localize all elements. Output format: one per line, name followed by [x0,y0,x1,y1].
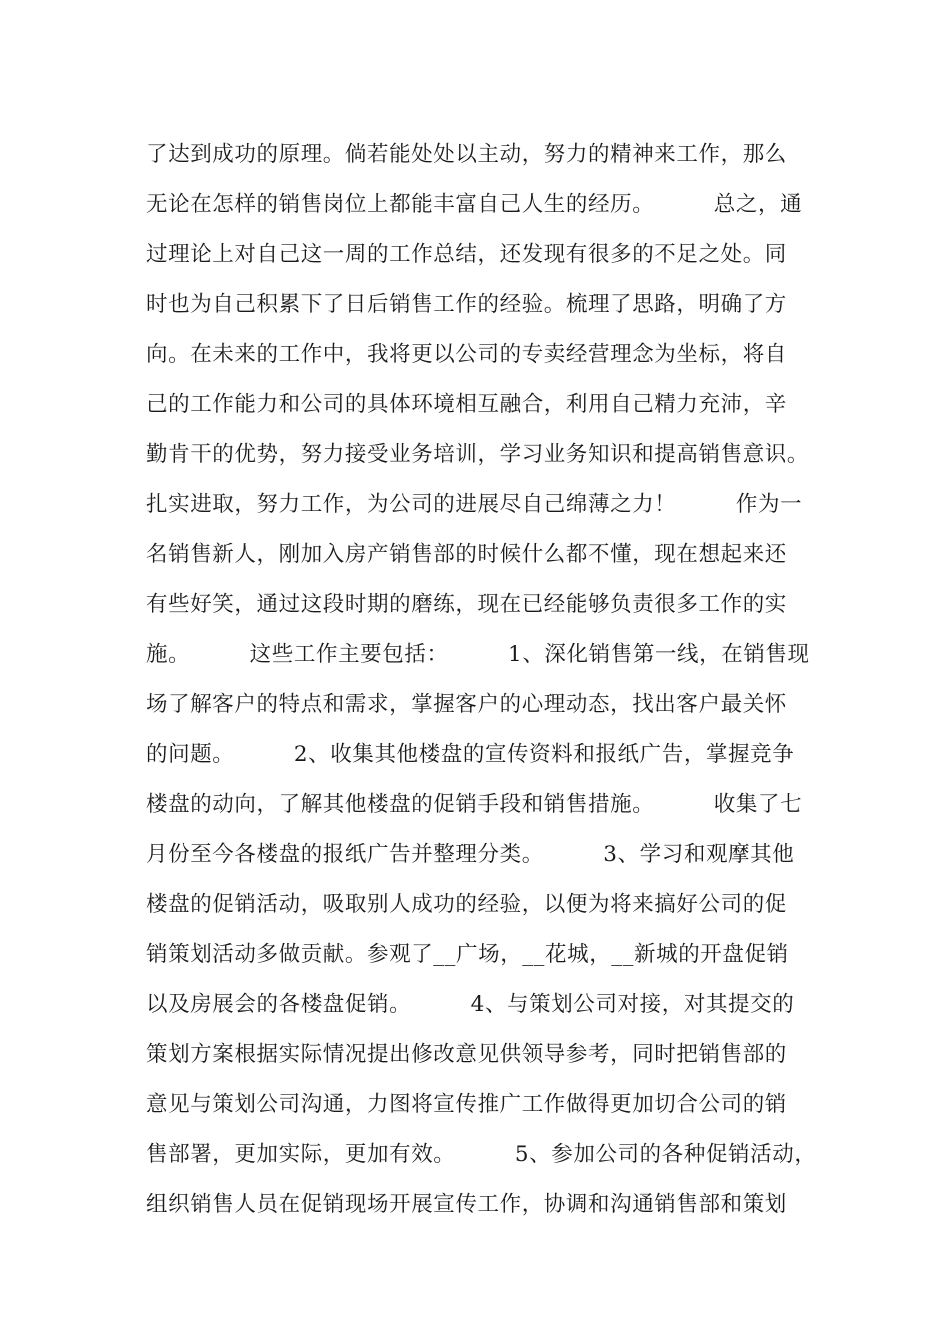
text-line: 勤肯干的优势，努力接受业务培训，学习业务知识和提高销售意识。 [146,442,810,467]
body-text [146,130,826,1230]
text-line: 楼盘的促销活动，吸取别人成功的经验，以便为将来搞好公司的促 [146,892,787,917]
text-line: 过理论上对自己这一周的工作总结，还发现有很多的不足之处。同 [146,242,787,267]
text-line: 了达到成功的原理。倘若能处处以主动，努力的精神来工作，那么 [146,142,787,167]
text-line: 场了解客户的特点和需求，掌握客户的心理动态，找出客户最关怀 [146,692,787,717]
text-line: 向。在未来的工作中，我将更以公司的专卖经营理念为坐标，将自 [146,342,787,367]
text-line: 时也为自己积累下了日后销售工作的经验。梳理了思路，明确了方 [146,292,787,317]
text-line: 组织销售人员在促销现场开展宣传工作，协调和沟通销售部和策划 [146,1192,787,1217]
text-line: 月份至今各楼盘的报纸广告并整理分类。 3、学习和观摩其他 [146,842,795,867]
text-line: 以及房展会的各楼盘促销。 4、与策划公司对接，对其提交的 [146,992,795,1017]
text-line: 销策划活动多做贡献。参观了__广场，__花城，__新城的开盘促销 [146,942,789,967]
text-line: 名销售新人，刚加入房产销售部的时候什么都不懂，现在想起来还 [146,542,787,567]
text-line: 策划方案根据实际情况提出修改意见供领导参考，同时把销售部的 [146,1042,787,1067]
text-line: 施。 这些工作主要包括： 1、深化销售第一线，在销售现 [146,642,810,667]
text-line: 售部署，更加实际，更加有效。 5、参加公司的各种促销活动， [146,1142,817,1167]
text-line: 有些好笑，通过这段时期的磨练，现在已经能够负责很多工作的实 [146,592,787,617]
text-line: 的问题。 2、收集其他楼盘的宣传资料和报纸广告，掌握竞争 [146,742,795,767]
text-line: 无论在怎样的销售岗位上都能丰富自己人生的经历。 总之，通 [146,192,803,217]
text-line: 扎实进取，努力工作，为公司的进展尽自己绵薄之力！ 作为一 [146,492,803,517]
text-line: 意见与策划公司沟通，力图将宣传推广工作做得更加切合公司的销 [146,1092,787,1117]
text-line: 己的工作能力和公司的具体环境相互融合，利用自己精力充沛，辛 [146,392,787,417]
text-line: 楼盘的动向，了解其他楼盘的促销手段和销售措施。 收集了七 [146,792,803,817]
